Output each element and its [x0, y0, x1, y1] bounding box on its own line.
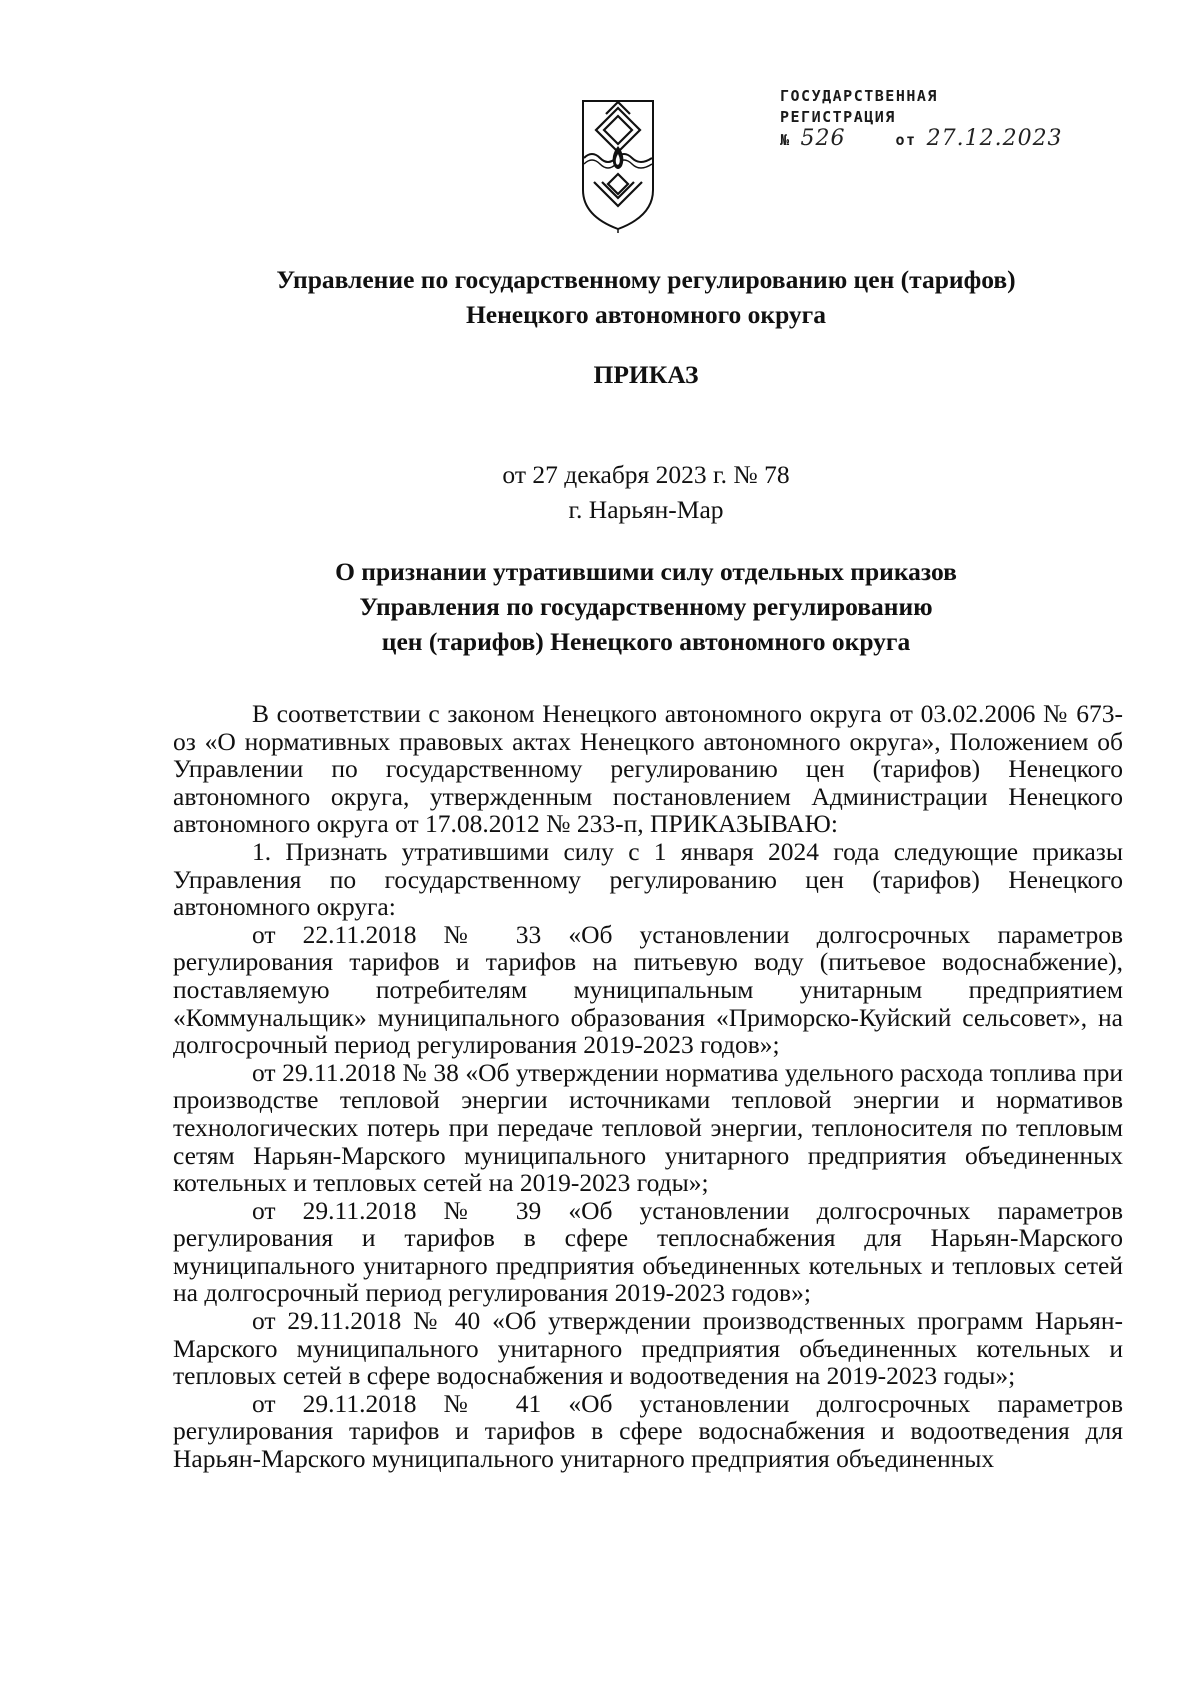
- item-1-paragraph: 1. Признать утратившими силу с 1 января 2024 года следующие приказы Управления по государственному регулированию цен (тарифов) Ненецкого автономного округа:: [173, 836, 1123, 922]
- stamp-line-2: РЕГИСТРАЦИЯ: [780, 108, 896, 126]
- stamp-line-1: ГОСУДАРСТВЕННАЯ: [780, 87, 938, 105]
- org-line-2: Ненецкого автономного округа: [465, 300, 827, 329]
- issuing-organization: [170, 262, 1122, 332]
- stamp-date-label: от: [895, 131, 917, 149]
- order-paragraph: от 29.11.2018 № 41 «Об установлении долгосрочных параметров регулирования тарифов и тарифов в сфере водоснабжения и водоотведения для Нарьян-Марского муниципального унитарного предприятия объединенных: [173, 1388, 1123, 1474]
- org-line-1: Управление по государственному регулированию цен (тарифов): [276, 265, 1016, 294]
- date-and-place: [170, 457, 1122, 527]
- coat-of-arms-emblem: [580, 98, 656, 233]
- document-place: г. Нарьян-Мар: [568, 495, 724, 524]
- order-paragraph: от 29.11.2018 № 39 «Об установлении долгосрочных параметров регулирования и тарифов в сфере теплоснабжения для Нарьян-Марского муниципального унитарного предприятия объединенных котельных и тепловых сетей на долгосрочный период регулирования 2019-2023 годов»;: [173, 1195, 1123, 1308]
- stamp-number-handwritten: 526: [800, 126, 846, 151]
- preamble-paragraph: В соответствии с законом Ненецкого автономного округа от 03.02.2006 № 673-оз «О нормативных правовых актах Ненецкого автономного округа», Положением об Управлении по государственному регулированию цен (тарифов) Ненецкого автономного округа, утвержденным постановлением Администрации Ненецкого автономного округа от 17.08.2012 № 233-п, ПРИКАЗЫВАЮ:: [173, 699, 1123, 839]
- order-paragraph: от 29.11.2018 № 40 «Об утверждении производственных программ Нарьян-Марского муниципального унитарного предприятия объединенных котельных и тепловых сетей в сфере водоснабжения и водоотведения на 2019-2023 годы»;: [173, 1306, 1123, 1391]
- document-subject: [170, 554, 1122, 659]
- stamp-number-label: №: [780, 131, 791, 149]
- subject-line-3: цен (тарифов) Ненецкого автономного округа: [381, 627, 911, 656]
- document-type: ПРИКАЗ: [593, 360, 699, 389]
- order-paragraph: от 29.11.2018 № 38 «Об утверждении норматива удельного расхода топлива при производстве тепловой энергии источниками тепловой энергии и нормативов технологических потерь при передаче тепловой энергии, теплоносителя по тепловым сетям Нарьян-Марского муниципального унитарного предприятия объединенных котельных и тепловых сетей на 2019-2023 годы»;: [173, 1057, 1123, 1198]
- document-body: [173, 700, 1123, 1473]
- order-paragraph: от 22.11.2018 № 33 «Об установлении долгосрочных параметров регулирования тарифов и тарифов на питьевую воду (питьевое водоснабжение), поставляемую потребителям муниципальным унитарным предприятием «Коммунальщик» муниципального образования «Приморско-Куйский сельсовет», на долгосрочный период регулирования 2019-2023 годов»;: [173, 919, 1123, 1060]
- subject-line-2: Управления по государственному регулированию: [359, 592, 933, 621]
- subject-line-1: О признании утратившими силу отдельных приказов: [335, 557, 957, 586]
- document-date-number: от 27 декабря 2023 г. № 78: [502, 460, 790, 489]
- stamp-date-handwritten: 27.12.2023: [926, 126, 1063, 151]
- registration-stamp: [780, 86, 1080, 151]
